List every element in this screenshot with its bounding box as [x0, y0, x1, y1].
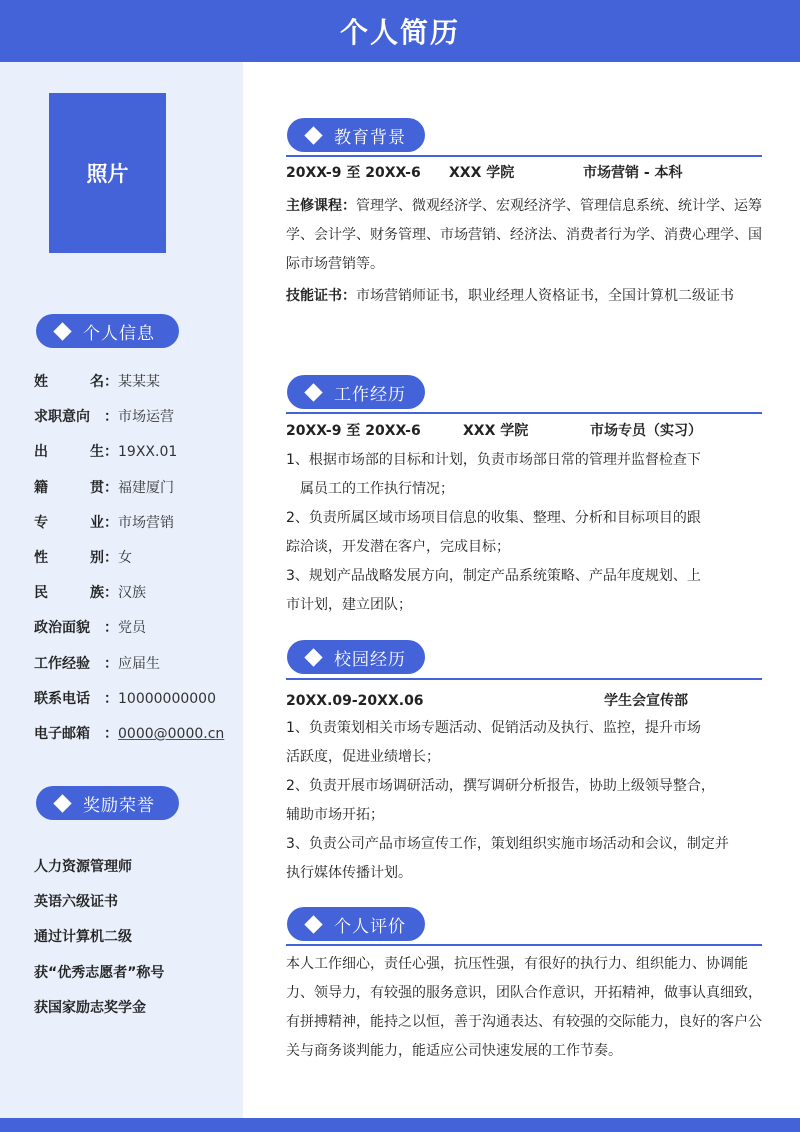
award-item: 人力资源管理师	[34, 859, 132, 875]
info-key	[34, 442, 104, 462]
campus-heading-label: 校园经历	[334, 649, 406, 670]
work-org: XXX 学院	[463, 423, 529, 439]
work-heading-label: 工作经历	[334, 384, 406, 405]
info-key-text: 联系电话	[34, 690, 90, 707]
campus-items	[286, 714, 764, 888]
list-item-continuation: 属员工的工作执行情况；	[300, 481, 454, 497]
info-value: 19XX.01	[118, 444, 178, 461]
evaluation-heading	[287, 907, 425, 941]
info-value: 市场运营	[118, 409, 174, 426]
info-key-text: 政治面貌	[34, 620, 90, 637]
info-key	[34, 618, 104, 638]
work-items	[286, 446, 764, 620]
work-heading	[287, 375, 425, 409]
info-value: 某某某	[118, 374, 160, 390]
info-key	[34, 407, 104, 427]
list-item-continuation: 辅助市场开拓；	[286, 807, 384, 823]
education-heading-label: 教育背景	[334, 127, 406, 148]
evaluation-rule	[286, 944, 762, 946]
info-value: 应届生	[118, 655, 160, 672]
bottom-bar	[0, 1118, 800, 1132]
info-key-text: 出 生	[34, 444, 104, 461]
diamond-icon	[304, 126, 322, 144]
info-row	[34, 654, 160, 674]
info-row	[34, 724, 224, 744]
list-item-line: 2、负责所属区域市场项目信息的收集、整理、分析和目标项目的跟	[286, 510, 701, 526]
evaluation-heading-label: 个人评价	[334, 916, 406, 937]
list-item-continuation: 执行媒体传播计划。	[286, 865, 412, 881]
photo-placeholder: 照片	[49, 93, 166, 253]
courses-label: 主修课程：	[286, 198, 356, 214]
email-link[interactable]: 0000@0000.cn	[118, 726, 225, 742]
diamond-icon	[304, 648, 322, 666]
campus-rule	[286, 678, 762, 680]
info-row	[34, 478, 174, 498]
diamond-icon	[53, 794, 71, 812]
awards-heading-label: 奖励荣誉	[83, 795, 155, 816]
education-school: XXX 学院	[449, 165, 515, 181]
education-major: 市场营销 - 本科	[583, 165, 683, 181]
work-rule	[286, 412, 762, 414]
info-colon: ：	[104, 726, 118, 742]
info-heading	[36, 314, 179, 348]
info-colon: ：	[104, 550, 118, 566]
info-key-text: 性 别	[34, 550, 104, 566]
info-colon: ：	[104, 655, 118, 672]
campus-heading	[287, 640, 425, 674]
info-colon: ：	[104, 444, 118, 461]
list-item-continuation: 活跃度，促进业绩增长；	[286, 749, 440, 765]
info-key-text: 电子邮箱	[34, 726, 90, 742]
awards-heading	[36, 786, 179, 820]
info-value: 女	[118, 550, 132, 566]
info-key-text: 求职意向	[34, 409, 90, 426]
education-period: 20XX-9 至 20XX-6	[286, 165, 421, 181]
info-key-text: 姓 名	[34, 374, 104, 390]
info-row	[34, 442, 177, 462]
list-item-line: 1、根据市场部的目标和计划，负责市场部日常的管理并监督检查下	[286, 452, 701, 468]
work-role: 市场专员（实习）	[590, 423, 702, 439]
info-row	[34, 548, 132, 568]
info-colon: ：	[104, 620, 118, 637]
info-key	[34, 513, 104, 533]
education-courses	[286, 192, 764, 279]
info-row	[34, 407, 174, 427]
info-key-text: 民 族	[34, 585, 104, 602]
award-item: 获国家励志奖学金	[34, 999, 146, 1016]
info-key	[34, 372, 104, 392]
info-heading-label: 个人信息	[83, 323, 155, 344]
info-key	[34, 478, 104, 498]
list-item-line: 3、规划产品战略发展方向，制定产品系统策略、产品年度规划、上	[286, 568, 701, 584]
courses-text: 管理学、微观经济学、宏观经济学、管理信息系统、统计学、运筹学、会计学、财务管理、市场营销、经济法、消费者行为学、消费心理学、国际市场营销等。	[286, 198, 762, 272]
info-value: 福建厦门	[118, 479, 174, 496]
info-colon: ：	[104, 514, 118, 531]
info-key	[34, 548, 104, 568]
info-key	[34, 689, 104, 709]
education-rule	[286, 155, 762, 157]
list-item-line: 1、负责策划相关市场专题活动、促销活动及执行、监控，提升市场	[286, 720, 701, 736]
list-item-continuation: 市计划，建立团队；	[286, 597, 412, 613]
info-key-text: 专 业	[34, 514, 104, 531]
info-key-text: 工作经验	[34, 655, 90, 672]
info-key-text: 籍 贯	[34, 479, 104, 496]
info-colon: ：	[104, 479, 118, 496]
info-colon: ：	[104, 690, 118, 707]
education-certs	[286, 282, 764, 311]
info-row	[34, 689, 216, 709]
award-item: 获“优秀志愿者”称号	[34, 964, 165, 981]
info-value: 10000000000	[118, 690, 216, 707]
award-item: 英语六级证书	[34, 894, 118, 911]
campus-period: 20XX.09-20XX.06	[286, 693, 424, 709]
page-title: 个人简历	[0, 0, 800, 62]
info-value: 市场营销	[118, 514, 174, 531]
info-row	[34, 618, 146, 638]
work-period: 20XX-9 至 20XX-6	[286, 423, 421, 439]
info-row	[34, 372, 160, 392]
campus-org: 学生会宣传部	[604, 693, 688, 709]
diamond-icon	[304, 915, 322, 933]
info-value: 汉族	[118, 585, 146, 602]
diamond-icon	[304, 383, 322, 401]
list-item-continuation: 踪洽谈，开发潜在客户，完成目标；	[286, 539, 510, 555]
info-colon: ：	[104, 585, 118, 602]
certs-label: 技能证书：	[286, 288, 356, 304]
info-value: 党员	[118, 620, 146, 637]
certs-text: 市场营销师证书，职业经理人资格证书，全国计算机二级证书	[356, 288, 734, 304]
list-item-line: 3、负责公司产品市场宣传工作，策划组织实施市场活动和会议，制定并	[286, 836, 729, 852]
info-key	[34, 583, 104, 603]
info-row	[34, 583, 146, 603]
info-key	[34, 654, 104, 674]
info-colon: ：	[104, 409, 118, 426]
list-item-line: 2、负责开展市场调研活动，撰写调研分析报告，协助上级领导整合，	[286, 778, 715, 794]
info-row	[34, 513, 174, 533]
info-colon: ：	[104, 374, 118, 390]
education-heading	[287, 118, 425, 152]
evaluation-text: 本人工作细心，责任心强，抗压性强，有很好的执行力、组织能力、协调能力、领导力，有较强的服务意识，团队合作意识，开拓精神，做事认真细致，有拼搏精神，能持之以恒，善于沟通表达、有较强的交际能力，良好的客户公关与商务谈判能力，能适应公司快速发展的工作节奏。	[286, 956, 762, 1059]
award-item: 通过计算机二级	[34, 929, 132, 946]
diamond-icon	[53, 322, 71, 340]
info-key	[34, 724, 104, 744]
